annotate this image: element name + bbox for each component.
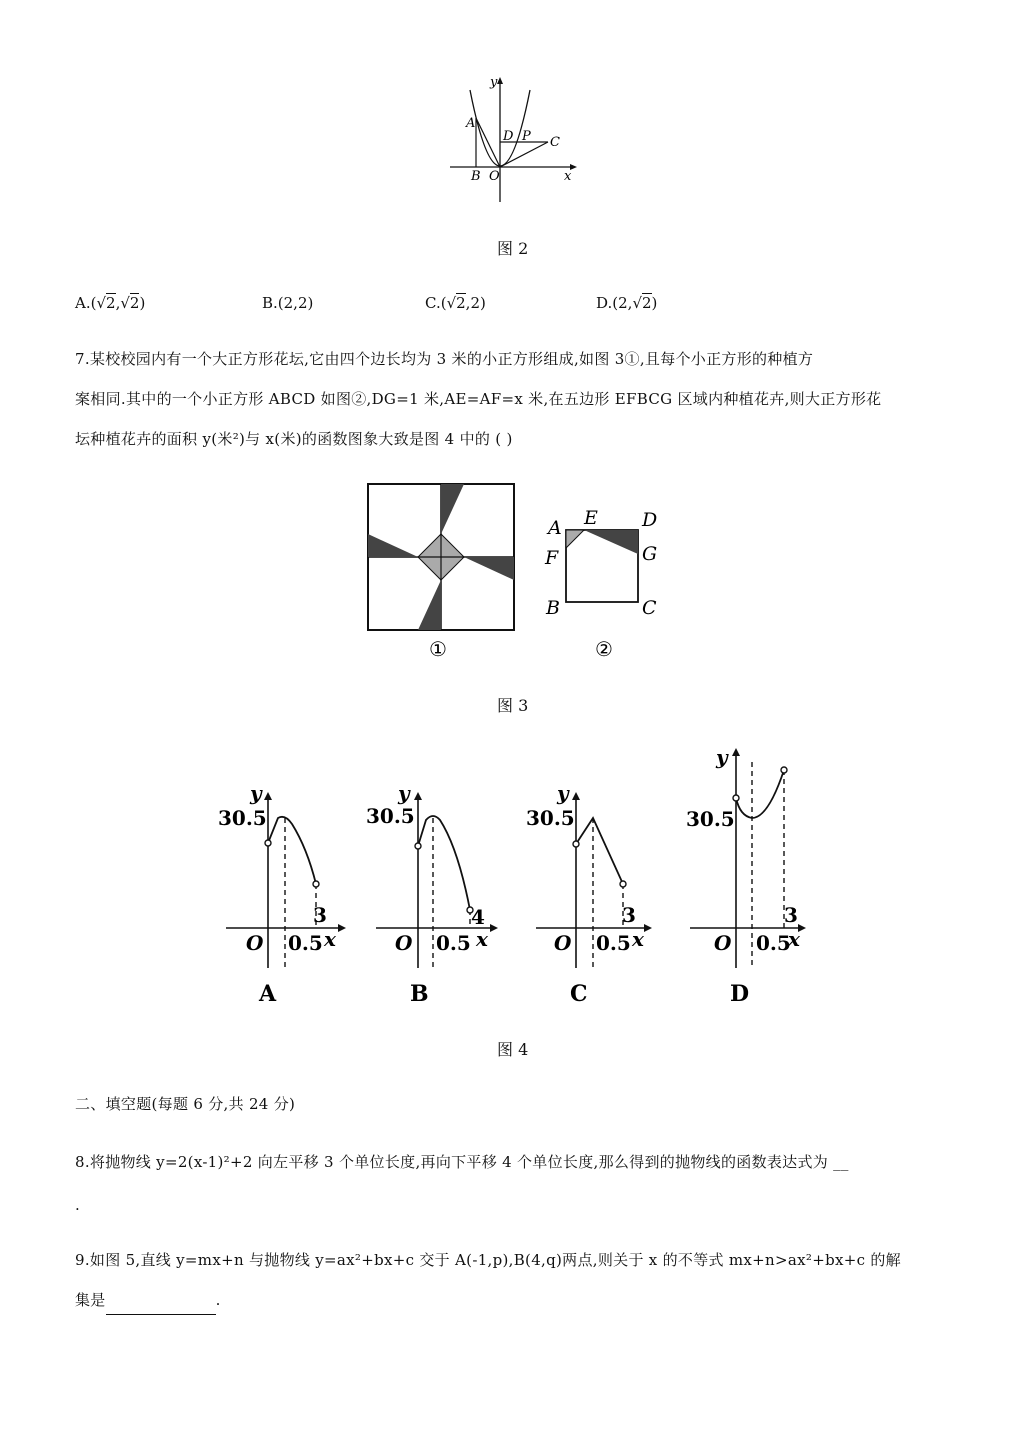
- q8-line1: 8.将抛物线 y=2(x-1)²+2 向左平移 3 个单位长度,再向下平移 4 个单位长度,那么得到的抛物线的函数表达式为 __: [75, 1153, 849, 1171]
- panel-a-end: 3: [313, 903, 327, 927]
- fig3-sub2: ②: [595, 637, 613, 661]
- figure-4-panel-d: [676, 742, 816, 1013]
- panel-a-yval: 30.5: [218, 806, 267, 830]
- panel-b-origin: O: [395, 931, 413, 955]
- answer-blank[interactable]: [106, 1296, 216, 1315]
- q8-line2: .: [75, 1196, 81, 1214]
- option-d: D.(2,√2): [596, 294, 658, 312]
- panel-a-half: 0.5: [288, 931, 323, 955]
- panel-c-yval: 30.5: [526, 806, 575, 830]
- panel-c-half: 0.5: [596, 931, 631, 955]
- panel-d-letter: D: [730, 981, 750, 1007]
- q9-line2: 集是 .: [75, 1285, 221, 1315]
- figure-2: [440, 72, 590, 207]
- panel-c-letter: C: [570, 981, 588, 1007]
- panel-a-origin: O: [246, 931, 264, 955]
- fig3-caption: 图 3: [497, 696, 529, 715]
- option-a: A.(√2,√2): [75, 294, 146, 312]
- fig2-label-P: P: [522, 129, 531, 144]
- q7-line2: 案相同.其中的一个小正方形 ABCD 如图②,DG=1 米,AE=AF=x 米,在五边形 EFBCG 区域内种植花卉,则大正方形花: [75, 390, 882, 408]
- q9-line1: 9.如图 5,直线 y=mx+n 与抛物线 y=ax²+bx+c 交于 A(-1,p),B(4,q)两点,则关于 x 的不等式 mx+n>ax²+bx+c 的解: [75, 1251, 901, 1269]
- option-c: C.(√2,2): [425, 294, 486, 312]
- fig3-label-E: E: [584, 507, 598, 529]
- panel-b-letter: B: [410, 981, 429, 1007]
- panel-c-xlab: x: [632, 927, 644, 951]
- panel-b-ylab: y: [398, 781, 410, 805]
- panel-d-origin: O: [714, 931, 732, 955]
- q7-line3: 坛种植花卉的面积 y(米²)与 x(米)的函数图象大致是图 4 中的 ( ): [75, 430, 513, 448]
- panel-a-letter: A: [259, 981, 277, 1007]
- panel-c-end: 3: [622, 903, 636, 927]
- panel-d-end: 3: [784, 903, 798, 927]
- fig2-label-O: O: [489, 169, 500, 184]
- fig2-label-y: y: [490, 75, 498, 90]
- panel-d-xlab: x: [788, 927, 800, 951]
- fig3-label-B: B: [546, 597, 560, 619]
- q7-line1: 7.某校校园内有一个大正方形花坛,它由四个边长均为 3 米的小正方形组成,如图 3①,且每个小正方形的种植方: [75, 350, 814, 368]
- fig3-label-G: G: [642, 543, 658, 565]
- panel-d-half: 0.5: [756, 931, 791, 955]
- panel-b-yval: 30.5: [366, 804, 415, 828]
- fig3-label-D: D: [642, 509, 658, 531]
- fig3-label-F: F: [545, 547, 559, 569]
- fig2-label-B: B: [471, 169, 481, 184]
- section-heading: 二、填空题(每题 6 分,共 24 分): [75, 1095, 296, 1113]
- panel-b-end: 4: [471, 905, 485, 929]
- panel-d-ylab: y: [716, 745, 728, 769]
- panel-a-xlab: x: [324, 927, 336, 951]
- fig3-label-A: A: [548, 517, 562, 539]
- fig4-caption: 图 4: [497, 1040, 529, 1059]
- fig2-label-C: C: [550, 135, 560, 150]
- panel-c-ylab: y: [557, 781, 569, 805]
- option-b: B.(2,2): [262, 294, 314, 312]
- panel-b-half: 0.5: [436, 931, 471, 955]
- figure-4-panel-a: [212, 778, 352, 1013]
- fig2-label-D: D: [503, 129, 514, 144]
- panel-b-xlab: x: [476, 927, 488, 951]
- fig2-caption: 图 2: [497, 239, 529, 258]
- fig2-label-A: A: [466, 116, 476, 131]
- figure-3: [360, 478, 680, 668]
- panel-a-ylab: y: [250, 781, 262, 805]
- panel-c-origin: O: [554, 931, 572, 955]
- fig3-sub1: ①: [429, 637, 447, 661]
- figure-4-panel-c: [522, 778, 662, 1013]
- fig3-label-C: C: [642, 597, 657, 619]
- figure-4-panel-b: [362, 778, 507, 1013]
- panel-d-yval: 30.5: [686, 807, 735, 831]
- fig2-label-x: x: [564, 169, 572, 184]
